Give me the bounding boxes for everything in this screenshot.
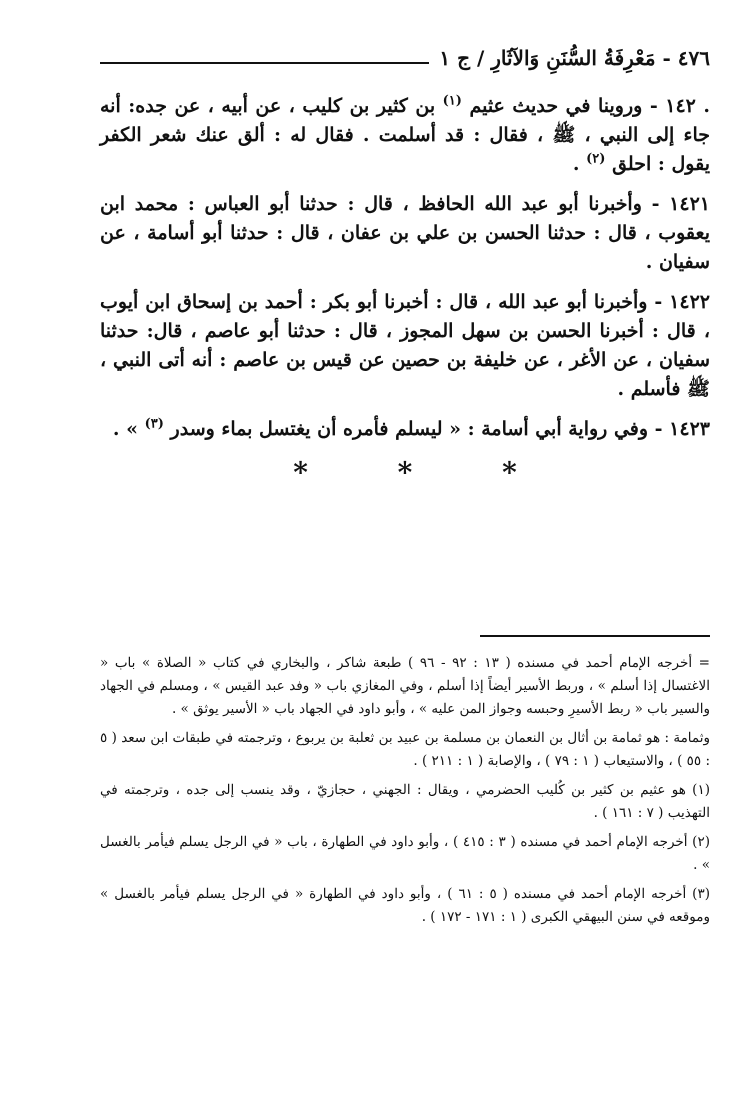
footnote-rule — [480, 635, 710, 637]
page — [100, 40, 710, 925]
paragraph-text: . ١٤٢ - وروينا في حديث عثيم — [469, 95, 710, 117]
footnote-ref-1[interactable]: (١) — [442, 93, 462, 109]
footnote-ref-3[interactable]: (٣) — [144, 416, 164, 432]
paragraph-text: بن كثير بن كليب ، عن أبيه ، عن جده: أنه جاء إلى النبي ، ﷺ ، فقال : قد أسلمت . فقال له : ألق عنك شعر الكفر يقول : احلق — [100, 95, 710, 175]
paragraph-1423 — [100, 415, 710, 444]
paragraph-1421: ١٤٢١ - وأخبرنا أبو عبد الله الحافظ ، قال : حدثنا أبو العباس : محمد ابن يعقوب ، قال : حدثنا الحسن بن علي بن عفان ، قال : حدثنا أبو أسامة ، عن سفيان . — [100, 193, 710, 273]
footnote-1: (١) هو عثيم بن كثير بن كُليب الحضرمي ، ويقال : الجهني ، حجازيّ ، وقد ينسب إلى جده ، وترجمته في التهذيب ( ٧ : ١٦١ ) . — [100, 782, 710, 821]
footnote-thumama: وثمامة : هو ثمامة بن أثال بن النعمان بن مسلمة بن عبيد بن ثعلبة بن يربوع ، وترجمته في طبقات ابن سعد ( ٥ : ٥٥ ) ، والاستيعاب ( ١ : ٧٩ ) ، والإصابة ( ١ : ٢١١ ) . — [100, 730, 710, 769]
main-text — [100, 92, 710, 498]
header-rule — [100, 62, 429, 64]
paragraph-text: ١٤٢٣ - وفي رواية أبي أسامة : « ليسلم فأمره أن يغتسل بماء وسدر — [170, 418, 710, 440]
footnote-continued: = أخرجه الإمام أحمد في مسنده ( ١٣ : ٩٢ - ٩٦ ) طبعة شاكر ، والبخاري في كتاب « الصلاة » باب « الاغتسال إذا أسلم » ، وربط الأسير أيضاً إذا أسلم ، وفي المغازي باب « وفد عبد القيس » ، ومسلم في الجهاد والسير باب « ربط الأسيرِ وحبسه وجواز المن عليه » ، وأبو داود في الجهاد باب « الأسير يوثق » . — [100, 655, 710, 717]
paragraph-1420 — [100, 92, 710, 179]
footnote-3: (٣) أخرجه الإمام أحمد في مسنده ( ٥ : ٦١ ) ، وأبو داود في الطهارة « في الرجل يسلم فيأمر بالغسل » وموقعه في سنن البيهقي الكبرى ( ١ : ١٧١ - ١٧٢ ) . — [100, 886, 710, 925]
footnote-ref-2[interactable]: (٢) — [586, 151, 606, 167]
page-header — [100, 40, 710, 70]
footnotes — [100, 652, 710, 935]
section-divider-stars: * * * — [293, 456, 557, 489]
header-title: ٤٧٦ - مَعْرِفَةُ السُّنَنِ وَالآثَارِ / ج ١ — [439, 46, 710, 70]
footnote-2: (٢) أخرجه الإمام أحمد في مسنده ( ٣ : ٤١٥ ) ، وأبو داود في الطهارة ، باب « في الرجل يسلم فيأمر بالغسل » . — [100, 834, 710, 873]
paragraph-1422: ١٤٢٢ - وأخبرنا أبو عبد الله ، قال : أخبرنا أبو بكر : أحمد بن إسحاق ابن أيوب ، قال : أخبرنا الحسن بن سهل المجوز ، قال : حدثنا أبو عاصم ، قال: حدثنا سفيان ، عن الأغر ، عن خليفة بن حصين عن قيس بن عاصم : أنه أتى النبي ، ﷺ فأسلم . — [100, 291, 710, 400]
paragraph-text: . — [572, 153, 587, 175]
paragraph-text: » . — [112, 418, 145, 440]
